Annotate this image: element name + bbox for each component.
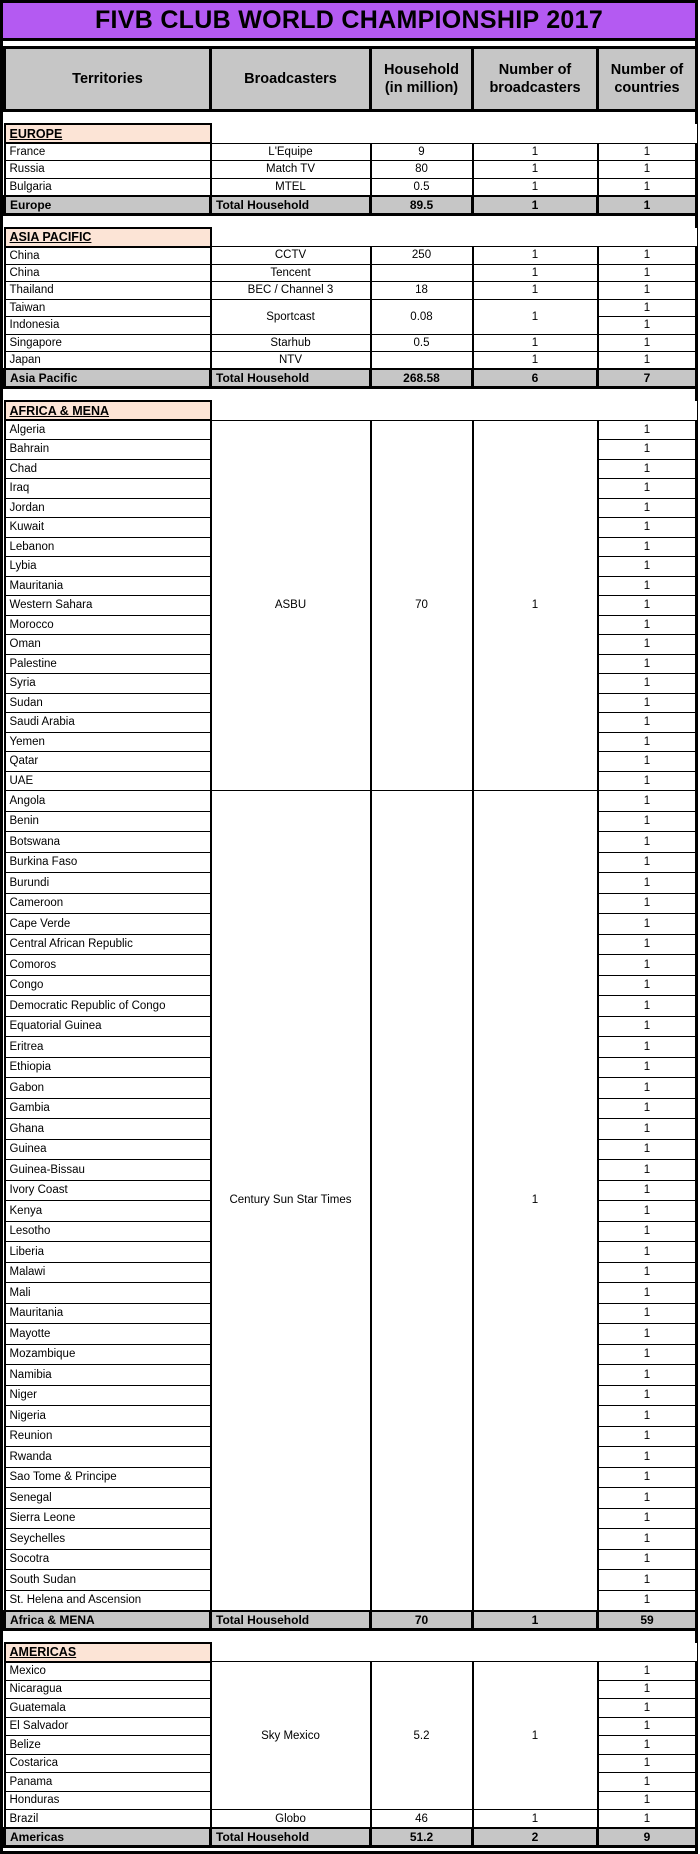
- num-countries-cell: 1: [598, 1810, 697, 1829]
- table-row: [5, 264, 697, 282]
- broadcaster-cell: MTEL: [211, 178, 371, 196]
- num-countries-cell: 1: [598, 1160, 697, 1181]
- num-countries-cell: 1: [598, 811, 697, 832]
- territory-cell: Rwanda: [5, 1447, 211, 1468]
- num-countries-cell: 1: [598, 420, 697, 440]
- num-countries-cell: 1: [598, 498, 697, 518]
- territory-cell: Indonesia: [5, 317, 211, 335]
- num-countries-cell: 1: [598, 282, 697, 300]
- column-header-num-countries: Number of countries: [598, 48, 697, 111]
- section-table-asia-pacific: [3, 227, 698, 390]
- section-total-row: [5, 1611, 697, 1630]
- num-countries-cell: 1: [598, 1447, 697, 1468]
- num-countries-cell: 1: [598, 893, 697, 914]
- section-label-blank-cell: [473, 124, 598, 143]
- section-label: AFRICA & MENA: [5, 401, 211, 420]
- territory-cell: Namibia: [5, 1365, 211, 1386]
- broadcaster-cell: Sky Mexico: [211, 1662, 371, 1810]
- territory-cell: Mozambique: [5, 1344, 211, 1365]
- broadcaster-cell: CCTV: [211, 247, 371, 265]
- section-label: EUROPE: [5, 124, 211, 143]
- total-num-countries-cell: 9: [598, 1828, 697, 1847]
- broadcaster-cell: Century Sun Star Times: [211, 791, 371, 1611]
- total-num-broadcasters-cell: 2: [473, 1828, 598, 1847]
- section-total-row: [5, 1828, 697, 1847]
- table-row: [5, 352, 697, 370]
- section-label-row: [5, 401, 697, 420]
- broadcaster-cell: NTV: [211, 352, 371, 370]
- table-row: [5, 1810, 697, 1829]
- num-countries-cell: 1: [598, 247, 697, 265]
- territory-cell: Ghana: [5, 1119, 211, 1140]
- num-countries-cell: 1: [598, 996, 697, 1017]
- section-total-row: [5, 369, 697, 388]
- num-countries-cell: 1: [598, 832, 697, 853]
- territory-cell: Lebanon: [5, 537, 211, 557]
- num-countries-cell: 1: [598, 615, 697, 635]
- territory-cell: Mauritania: [5, 576, 211, 596]
- total-label-cell: Total Household: [211, 1611, 371, 1630]
- num-broadcasters-cell: 1: [473, 1662, 598, 1810]
- num-countries-cell: 1: [598, 334, 697, 352]
- territory-cell: Ivory Coast: [5, 1180, 211, 1201]
- territory-cell: Algeria: [5, 420, 211, 440]
- num-countries-cell: 1: [598, 1057, 697, 1078]
- total-num-countries-cell: 7: [598, 369, 697, 388]
- territory-cell: Qatar: [5, 752, 211, 772]
- territory-cell: El Salvador: [5, 1717, 211, 1736]
- num-broadcasters-cell: 1: [473, 352, 598, 370]
- num-countries-cell: 1: [598, 791, 697, 812]
- num-countries-cell: 1: [598, 1344, 697, 1365]
- num-countries-cell: 1: [598, 459, 697, 479]
- territory-cell: Cape Verde: [5, 914, 211, 935]
- territory-cell: Mauritania: [5, 1303, 211, 1324]
- territory-cell: China: [5, 247, 211, 265]
- num-countries-cell: 1: [598, 693, 697, 713]
- num-countries-cell: 1: [598, 1662, 697, 1681]
- territory-cell: Mexico: [5, 1662, 211, 1681]
- territory-cell: Malawi: [5, 1262, 211, 1283]
- num-countries-cell: 1: [598, 317, 697, 335]
- territory-cell: Bahrain: [5, 440, 211, 460]
- num-countries-cell: 1: [598, 264, 697, 282]
- num-broadcasters-cell: 1: [473, 178, 598, 196]
- territory-cell: Western Sahara: [5, 596, 211, 616]
- num-broadcasters-cell: 1: [473, 264, 598, 282]
- total-label-cell: Total Household: [211, 369, 371, 388]
- num-broadcasters-cell: 1: [473, 143, 598, 161]
- broadcaster-cell: Starhub: [211, 334, 371, 352]
- territory-cell: Kuwait: [5, 518, 211, 538]
- section-label-blank-cell: [211, 124, 371, 143]
- section-label-blank-cell: [473, 401, 598, 420]
- num-countries-cell: 1: [598, 1488, 697, 1509]
- section-label-blank-cell: [598, 401, 697, 420]
- num-countries-cell: 1: [598, 1529, 697, 1550]
- section-label-blank-cell: [473, 228, 598, 247]
- total-label-cell: Total Household: [211, 196, 371, 215]
- num-countries-cell: 1: [598, 1426, 697, 1447]
- page-title: FIVB CLUB WORLD CHAMPIONSHIP 2017: [3, 3, 695, 41]
- total-household-cell: 51.2: [371, 1828, 473, 1847]
- territory-cell: Morocco: [5, 615, 211, 635]
- territory-cell: Chad: [5, 459, 211, 479]
- num-countries-cell: 1: [598, 1754, 697, 1773]
- territory-cell: UAE: [5, 771, 211, 791]
- num-countries-cell: 1: [598, 873, 697, 894]
- household-cell: 0.5: [371, 178, 473, 196]
- section-label-blank-cell: [371, 1643, 473, 1662]
- column-header-row: [3, 46, 698, 112]
- section-label-row: [5, 124, 697, 143]
- territory-cell: Saudi Arabia: [5, 713, 211, 733]
- household-cell: 18: [371, 282, 473, 300]
- section-label-blank-cell: [211, 228, 371, 247]
- territory-cell: Panama: [5, 1773, 211, 1792]
- territory-cell: South Sudan: [5, 1570, 211, 1591]
- num-countries-cell: 1: [598, 1570, 697, 1591]
- territory-cell: Guinea: [5, 1139, 211, 1160]
- num-countries-cell: 1: [598, 1467, 697, 1488]
- household-cell: 0.08: [371, 299, 473, 334]
- total-num-countries-cell: 59: [598, 1611, 697, 1630]
- num-countries-cell: 1: [598, 1699, 697, 1718]
- territory-cell: Taiwan: [5, 299, 211, 317]
- total-territory-cell: Europe: [5, 196, 211, 215]
- territory-cell: Congo: [5, 975, 211, 996]
- num-countries-cell: 1: [598, 713, 697, 733]
- table-row: [5, 420, 697, 440]
- household-cell: 70: [371, 420, 473, 791]
- section-table-africa-mena: [3, 400, 698, 1631]
- num-broadcasters-cell: 1: [473, 299, 598, 334]
- num-countries-cell: 1: [598, 1119, 697, 1140]
- territory-cell: St. Helena and Ascension: [5, 1590, 211, 1611]
- territory-cell: Liberia: [5, 1242, 211, 1263]
- territory-cell: Seychelles: [5, 1529, 211, 1550]
- num-countries-cell: 1: [598, 771, 697, 791]
- total-household-cell: 70: [371, 1611, 473, 1630]
- household-cell: 0.5: [371, 334, 473, 352]
- territory-cell: Palestine: [5, 654, 211, 674]
- num-countries-cell: 1: [598, 852, 697, 873]
- territory-cell: Socotra: [5, 1549, 211, 1570]
- territory-cell: Botswana: [5, 832, 211, 853]
- num-countries-cell: 1: [598, 596, 697, 616]
- territory-cell: Nicaragua: [5, 1680, 211, 1699]
- num-broadcasters-cell: 1: [473, 1810, 598, 1829]
- num-countries-cell: 1: [598, 1385, 697, 1406]
- num-countries-cell: 1: [598, 161, 697, 179]
- table-row: [5, 161, 697, 179]
- num-countries-cell: 1: [598, 1508, 697, 1529]
- section-label-row: [5, 1643, 697, 1662]
- num-countries-cell: 1: [598, 1406, 697, 1427]
- section-label: AMERICAS: [5, 1643, 211, 1662]
- num-countries-cell: 1: [598, 352, 697, 370]
- num-countries-cell: 1: [598, 178, 697, 196]
- num-countries-cell: 1: [598, 299, 697, 317]
- section-total-row: [5, 196, 697, 215]
- household-cell: 46: [371, 1810, 473, 1829]
- num-countries-cell: 1: [598, 1201, 697, 1222]
- total-num-countries-cell: 1: [598, 196, 697, 215]
- territory-cell: Senegal: [5, 1488, 211, 1509]
- num-countries-cell: 1: [598, 1717, 697, 1736]
- territory-cell: Sierra Leone: [5, 1508, 211, 1529]
- num-countries-cell: 1: [598, 934, 697, 955]
- broadcaster-cell: Globo: [211, 1810, 371, 1829]
- total-num-broadcasters-cell: 1: [473, 196, 598, 215]
- num-countries-cell: 1: [598, 537, 697, 557]
- num-countries-cell: 1: [598, 1680, 697, 1699]
- num-countries-cell: 1: [598, 1773, 697, 1792]
- num-countries-cell: 1: [598, 732, 697, 752]
- table-row: [5, 1662, 697, 1681]
- num-countries-cell: 1: [598, 1139, 697, 1160]
- territory-cell: China: [5, 264, 211, 282]
- territory-cell: Guinea-Bissau: [5, 1160, 211, 1181]
- num-countries-cell: 1: [598, 1037, 697, 1058]
- num-countries-cell: 1: [598, 1283, 697, 1304]
- total-num-broadcasters-cell: 1: [473, 1611, 598, 1630]
- total-household-cell: 89.5: [371, 196, 473, 215]
- num-countries-cell: 1: [598, 143, 697, 161]
- territory-cell: Gabon: [5, 1078, 211, 1099]
- territory-cell: France: [5, 143, 211, 161]
- household-cell: 80: [371, 161, 473, 179]
- territory-cell: Mali: [5, 1283, 211, 1304]
- sections-host: [3, 123, 695, 1848]
- territory-cell: Oman: [5, 635, 211, 655]
- broadcaster-cell: Match TV: [211, 161, 371, 179]
- column-header-territories: Territories: [5, 48, 211, 111]
- num-broadcasters-cell: 1: [473, 791, 598, 1611]
- section-table-europe: [3, 123, 698, 216]
- section-label-blank-cell: [211, 1643, 371, 1662]
- section-label-row: [5, 228, 697, 247]
- territory-cell: Gambia: [5, 1098, 211, 1119]
- household-cell: [371, 352, 473, 370]
- broadcaster-cell: L'Equipe: [211, 143, 371, 161]
- column-header-num-broadcasters: Number of broadcasters: [473, 48, 598, 111]
- num-broadcasters-cell: 1: [473, 420, 598, 791]
- territory-cell: Belize: [5, 1736, 211, 1755]
- territory-cell: Sao Tome & Principe: [5, 1467, 211, 1488]
- num-countries-cell: 1: [598, 440, 697, 460]
- num-broadcasters-cell: 1: [473, 161, 598, 179]
- num-countries-cell: 1: [598, 1078, 697, 1099]
- total-household-cell: 268.58: [371, 369, 473, 388]
- section-label-blank-cell: [598, 228, 697, 247]
- territory-cell: Lybia: [5, 557, 211, 577]
- num-countries-cell: 1: [598, 1324, 697, 1345]
- num-countries-cell: 1: [598, 674, 697, 694]
- num-countries-cell: 1: [598, 1016, 697, 1037]
- territory-cell: Angola: [5, 791, 211, 812]
- num-countries-cell: 1: [598, 1791, 697, 1810]
- num-countries-cell: 1: [598, 654, 697, 674]
- column-header-household: Household (in million): [371, 48, 473, 111]
- broadcaster-cell: ASBU: [211, 420, 371, 791]
- num-countries-cell: 1: [598, 518, 697, 538]
- num-countries-cell: 1: [598, 1098, 697, 1119]
- territory-cell: Kenya: [5, 1201, 211, 1222]
- num-countries-cell: 1: [598, 1736, 697, 1755]
- territory-cell: Lesotho: [5, 1221, 211, 1242]
- territory-cell: Niger: [5, 1385, 211, 1406]
- territory-cell: Brazil: [5, 1810, 211, 1829]
- territory-cell: Russia: [5, 161, 211, 179]
- broadcaster-cell: Sportcast: [211, 299, 371, 334]
- territory-cell: Thailand: [5, 282, 211, 300]
- num-countries-cell: 1: [598, 975, 697, 996]
- section-label-blank-cell: [371, 124, 473, 143]
- territory-cell: Benin: [5, 811, 211, 832]
- territory-cell: Yemen: [5, 732, 211, 752]
- territory-cell: Reunion: [5, 1426, 211, 1447]
- num-countries-cell: 1: [598, 1221, 697, 1242]
- num-countries-cell: 1: [598, 576, 697, 596]
- section-label-blank-cell: [211, 401, 371, 420]
- total-territory-cell: Americas: [5, 1828, 211, 1847]
- territory-cell: Honduras: [5, 1791, 211, 1810]
- num-countries-cell: 1: [598, 1303, 697, 1324]
- territory-cell: Central African Republic: [5, 934, 211, 955]
- territory-cell: Costarica: [5, 1754, 211, 1773]
- broadcaster-cell: BEC / Channel 3: [211, 282, 371, 300]
- table-row: [5, 143, 697, 161]
- territory-cell: Japan: [5, 352, 211, 370]
- territory-cell: Mayotte: [5, 1324, 211, 1345]
- territory-cell: Nigeria: [5, 1406, 211, 1427]
- household-cell: [371, 791, 473, 1611]
- territory-cell: Comoros: [5, 955, 211, 976]
- num-countries-cell: 1: [598, 752, 697, 772]
- territory-cell: Bulgaria: [5, 178, 211, 196]
- territory-cell: Burkina Faso: [5, 852, 211, 873]
- household-cell: 9: [371, 143, 473, 161]
- column-header-broadcasters: Broadcasters: [211, 48, 371, 111]
- table-row: [5, 299, 697, 317]
- section-label-blank-cell: [371, 228, 473, 247]
- section-label-blank-cell: [371, 401, 473, 420]
- section-label-blank-cell: [473, 1643, 598, 1662]
- section-label: ASIA PACIFIC: [5, 228, 211, 247]
- territory-cell: Singapore: [5, 334, 211, 352]
- household-cell: [371, 264, 473, 282]
- num-countries-cell: 1: [598, 1262, 697, 1283]
- total-territory-cell: Africa & MENA: [5, 1611, 211, 1630]
- territory-cell: Guatemala: [5, 1699, 211, 1718]
- total-num-broadcasters-cell: 6: [473, 369, 598, 388]
- num-countries-cell: 1: [598, 635, 697, 655]
- num-countries-cell: 1: [598, 955, 697, 976]
- territory-cell: Syria: [5, 674, 211, 694]
- table-row: [5, 282, 697, 300]
- territory-cell: Burundi: [5, 873, 211, 894]
- num-countries-cell: 1: [598, 1180, 697, 1201]
- table-row: [5, 178, 697, 196]
- num-countries-cell: 1: [598, 557, 697, 577]
- num-broadcasters-cell: 1: [473, 334, 598, 352]
- num-countries-cell: 1: [598, 479, 697, 499]
- territory-cell: Ethiopia: [5, 1057, 211, 1078]
- territory-cell: Democratic Republic of Congo: [5, 996, 211, 1017]
- num-countries-cell: 1: [598, 1242, 697, 1263]
- num-broadcasters-cell: 1: [473, 247, 598, 265]
- territory-cell: Cameroon: [5, 893, 211, 914]
- total-label-cell: Total Household: [211, 1828, 371, 1847]
- household-cell: 250: [371, 247, 473, 265]
- section-label-blank-cell: [598, 1643, 697, 1662]
- broadcaster-cell: Tencent: [211, 264, 371, 282]
- section-table-americas: [3, 1642, 698, 1849]
- household-cell: 5.2: [371, 1662, 473, 1810]
- num-broadcasters-cell: 1: [473, 282, 598, 300]
- territory-cell: Iraq: [5, 479, 211, 499]
- num-countries-cell: 1: [598, 1549, 697, 1570]
- territory-cell: Jordan: [5, 498, 211, 518]
- section-label-blank-cell: [598, 124, 697, 143]
- table-row: [5, 334, 697, 352]
- num-countries-cell: 1: [598, 1590, 697, 1611]
- num-countries-cell: 1: [598, 1365, 697, 1386]
- territory-cell: Equatorial Guinea: [5, 1016, 211, 1037]
- table-row: [5, 791, 697, 812]
- num-countries-cell: 1: [598, 914, 697, 935]
- total-territory-cell: Asia Pacific: [5, 369, 211, 388]
- territory-cell: Sudan: [5, 693, 211, 713]
- table-row: [5, 247, 697, 265]
- territory-cell: Eritrea: [5, 1037, 211, 1058]
